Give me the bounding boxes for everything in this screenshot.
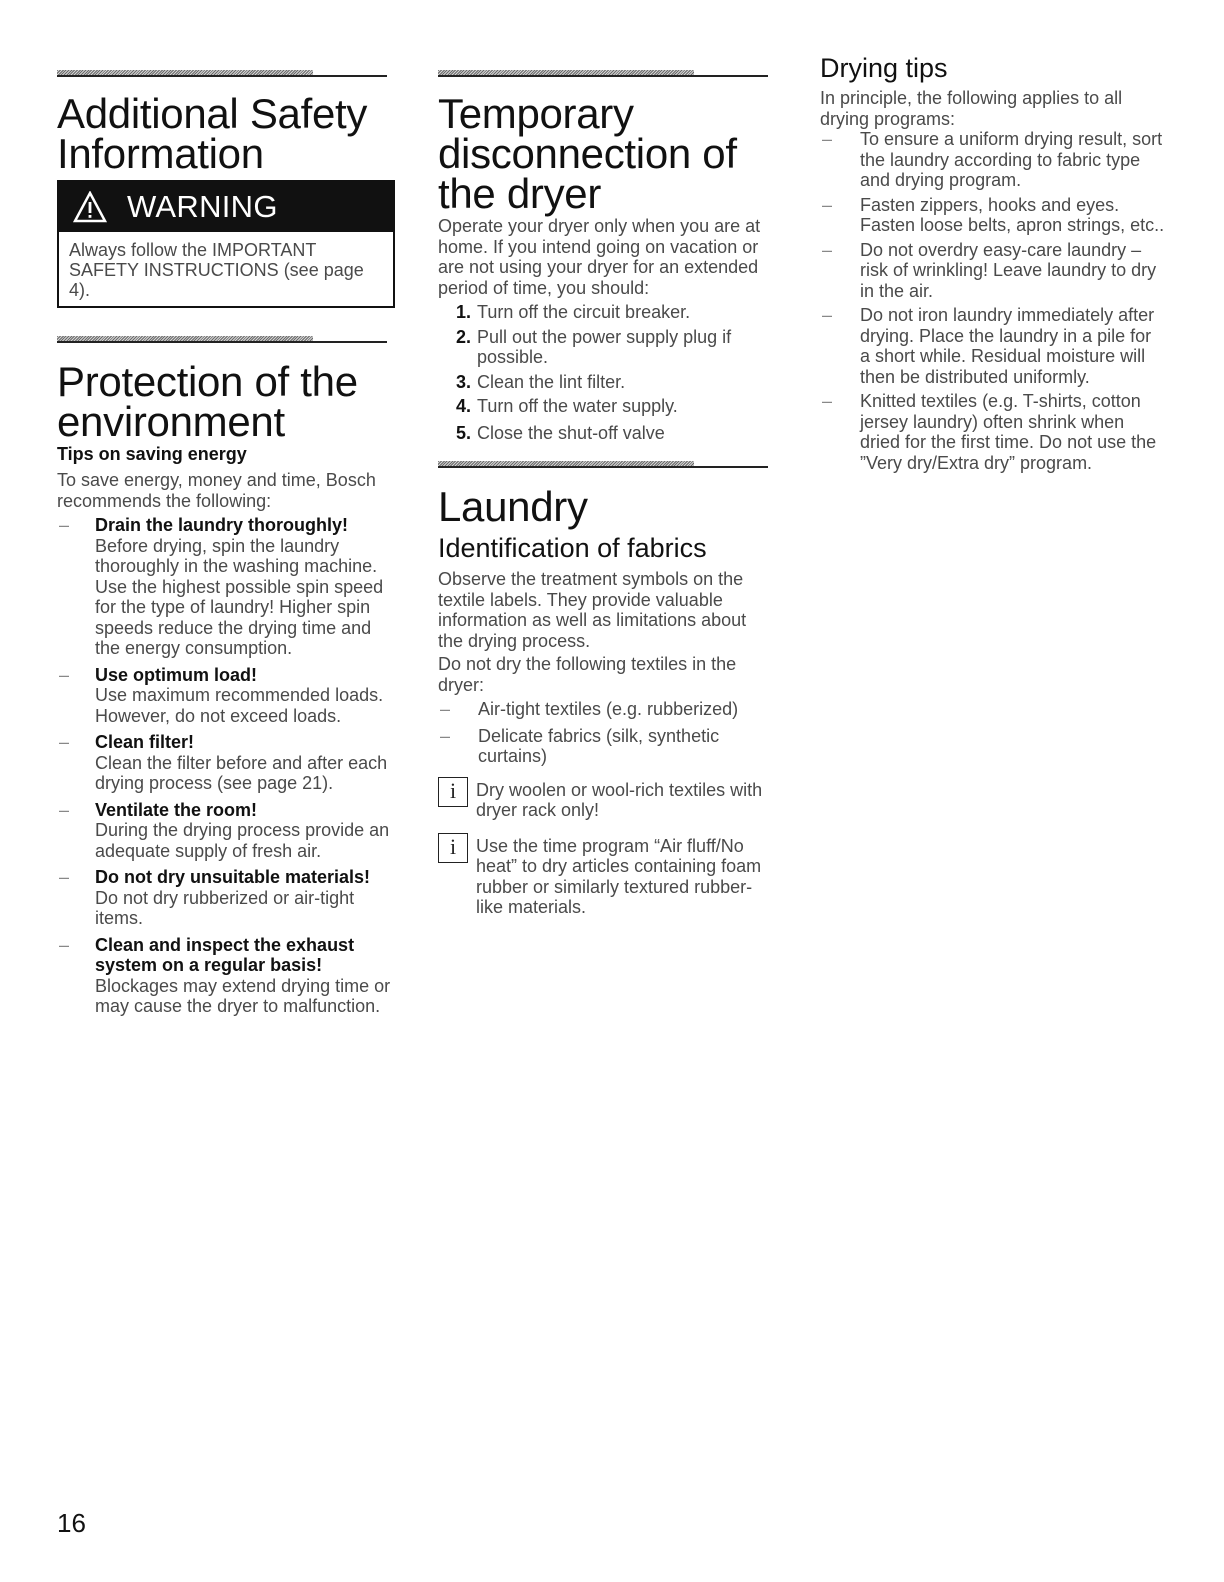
warning-header bbox=[59, 182, 393, 232]
section-rule bbox=[438, 461, 768, 475]
warning-box bbox=[57, 180, 395, 308]
fabrics-heading: Identification of fabrics bbox=[438, 533, 707, 563]
section-rule bbox=[57, 336, 387, 350]
column-left bbox=[57, 0, 395, 1023]
environment-heading: Protection of the environment bbox=[57, 358, 358, 445]
list-item: – Use optimum load! Use maximum recommended loads. However, do not exceed loads. bbox=[59, 664, 384, 726]
list-item: – Drain the laundry thoroughly! Before drying, spin the laundry thoroughly in the washing machine. Use the highest possible spin speed for the type of laundry! Higher spin speeds reduce the drying time and the energy consumption. bbox=[59, 515, 384, 658]
list-item: – Do not iron laundry immediately after drying. Place the laundry in a pile for a short while. Residual moisture will then be distributed uniformly. bbox=[822, 305, 1155, 387]
warning-label: WARNING bbox=[127, 189, 278, 224]
safety-heading: Additional Safety Information bbox=[57, 90, 368, 177]
list-item: 5. Close the shut-off valve bbox=[456, 422, 665, 443]
drying-tips-heading: Drying tips bbox=[820, 53, 948, 83]
list-item: – Delicate fabrics (silk, synthetic curtains) bbox=[440, 725, 720, 766]
disconnection-intro: Operate your dryer only when you are at home. If you intend going on vacation or are not using your dryer for an extended period of time, you should: bbox=[438, 216, 761, 298]
list-item: 2. Pull out the power supply plug if possible. bbox=[456, 326, 732, 367]
list-item: – Knitted textiles (e.g. T-shirts, cotton jersey laundry) often shrink when dried for the first time. Do not use the ”Very dry/Extra dry” program. bbox=[822, 391, 1157, 473]
list-item: – Clean and inspect the exhaust system on a regular basis! Blockages may extend drying time or may cause the dryer to malfunction. bbox=[59, 934, 391, 1016]
info-note bbox=[438, 777, 770, 821]
page-number: 16 bbox=[57, 1508, 86, 1538]
disconnection-steps bbox=[438, 302, 770, 443]
energy-tips-list bbox=[57, 515, 395, 1017]
do-not-dry-list bbox=[438, 699, 770, 767]
energy-intro: To save energy, money and time, Bosch recommends the following: bbox=[57, 470, 376, 511]
column-right bbox=[820, 0, 1165, 477]
info-note-text: Use the time program “Air fluff/No heat” to dry articles containing foam rubber or similarly textured rubber-like materials. bbox=[476, 835, 762, 917]
info-note bbox=[438, 833, 770, 918]
list-item: – Ventilate the room! During the drying process provide an adequate supply of fresh air. bbox=[59, 799, 390, 861]
list-item: – To ensure a uniform drying result, sort the laundry according to fabric type and drying program. bbox=[822, 129, 1163, 190]
list-item: – Fasten zippers, hooks and eyes. Fasten loose belts, apron strings, etc.. bbox=[822, 194, 1165, 235]
fabrics-paragraph-2: Do not dry the following textiles in the dryer: bbox=[438, 654, 737, 695]
fabrics-paragraph-1: Observe the treatment symbols on the textile labels. They provide valuable information as well as limitations about the drying process. bbox=[438, 569, 747, 651]
warning-text: Always follow the IMPORTANT SAFETY INSTRUCTIONS (see page 4). bbox=[69, 240, 364, 300]
info-icon: i bbox=[438, 777, 468, 807]
drying-tips-list bbox=[820, 129, 1165, 473]
disconnection-heading: Temporary disconnection of the dryer bbox=[438, 90, 737, 217]
list-item: – Clean filter! Clean the filter before and after each drying process (see page 21). bbox=[59, 732, 388, 793]
column-middle bbox=[438, 0, 770, 918]
list-item: 1. Turn off the circuit breaker. bbox=[456, 302, 691, 322]
list-item: 4. Turn off the water supply. bbox=[456, 396, 678, 416]
info-icon: i bbox=[438, 833, 468, 863]
warning-triangle-icon bbox=[73, 191, 107, 223]
section-rule bbox=[438, 70, 768, 84]
energy-subheading: Tips on saving energy bbox=[57, 444, 247, 464]
drying-tips-intro: In principle, the following applies to all drying programs: bbox=[820, 88, 1123, 129]
laundry-heading: Laundry bbox=[438, 483, 588, 530]
list-item: – Do not overdry easy-care laundry – risk of wrinkling! Leave laundry to dry in the air. bbox=[822, 239, 1157, 301]
info-note-text: Dry woolen or wool-rich textiles with dryer rack only! bbox=[476, 779, 763, 820]
list-item: – Air-tight textiles (e.g. rubberized) bbox=[440, 699, 739, 719]
list-item: 3. Clean the lint filter. bbox=[456, 371, 626, 392]
section-rule bbox=[57, 70, 387, 84]
list-item: – Do not dry unsuitable materials! Do not dry rubberized or air-tight items. bbox=[59, 867, 371, 928]
